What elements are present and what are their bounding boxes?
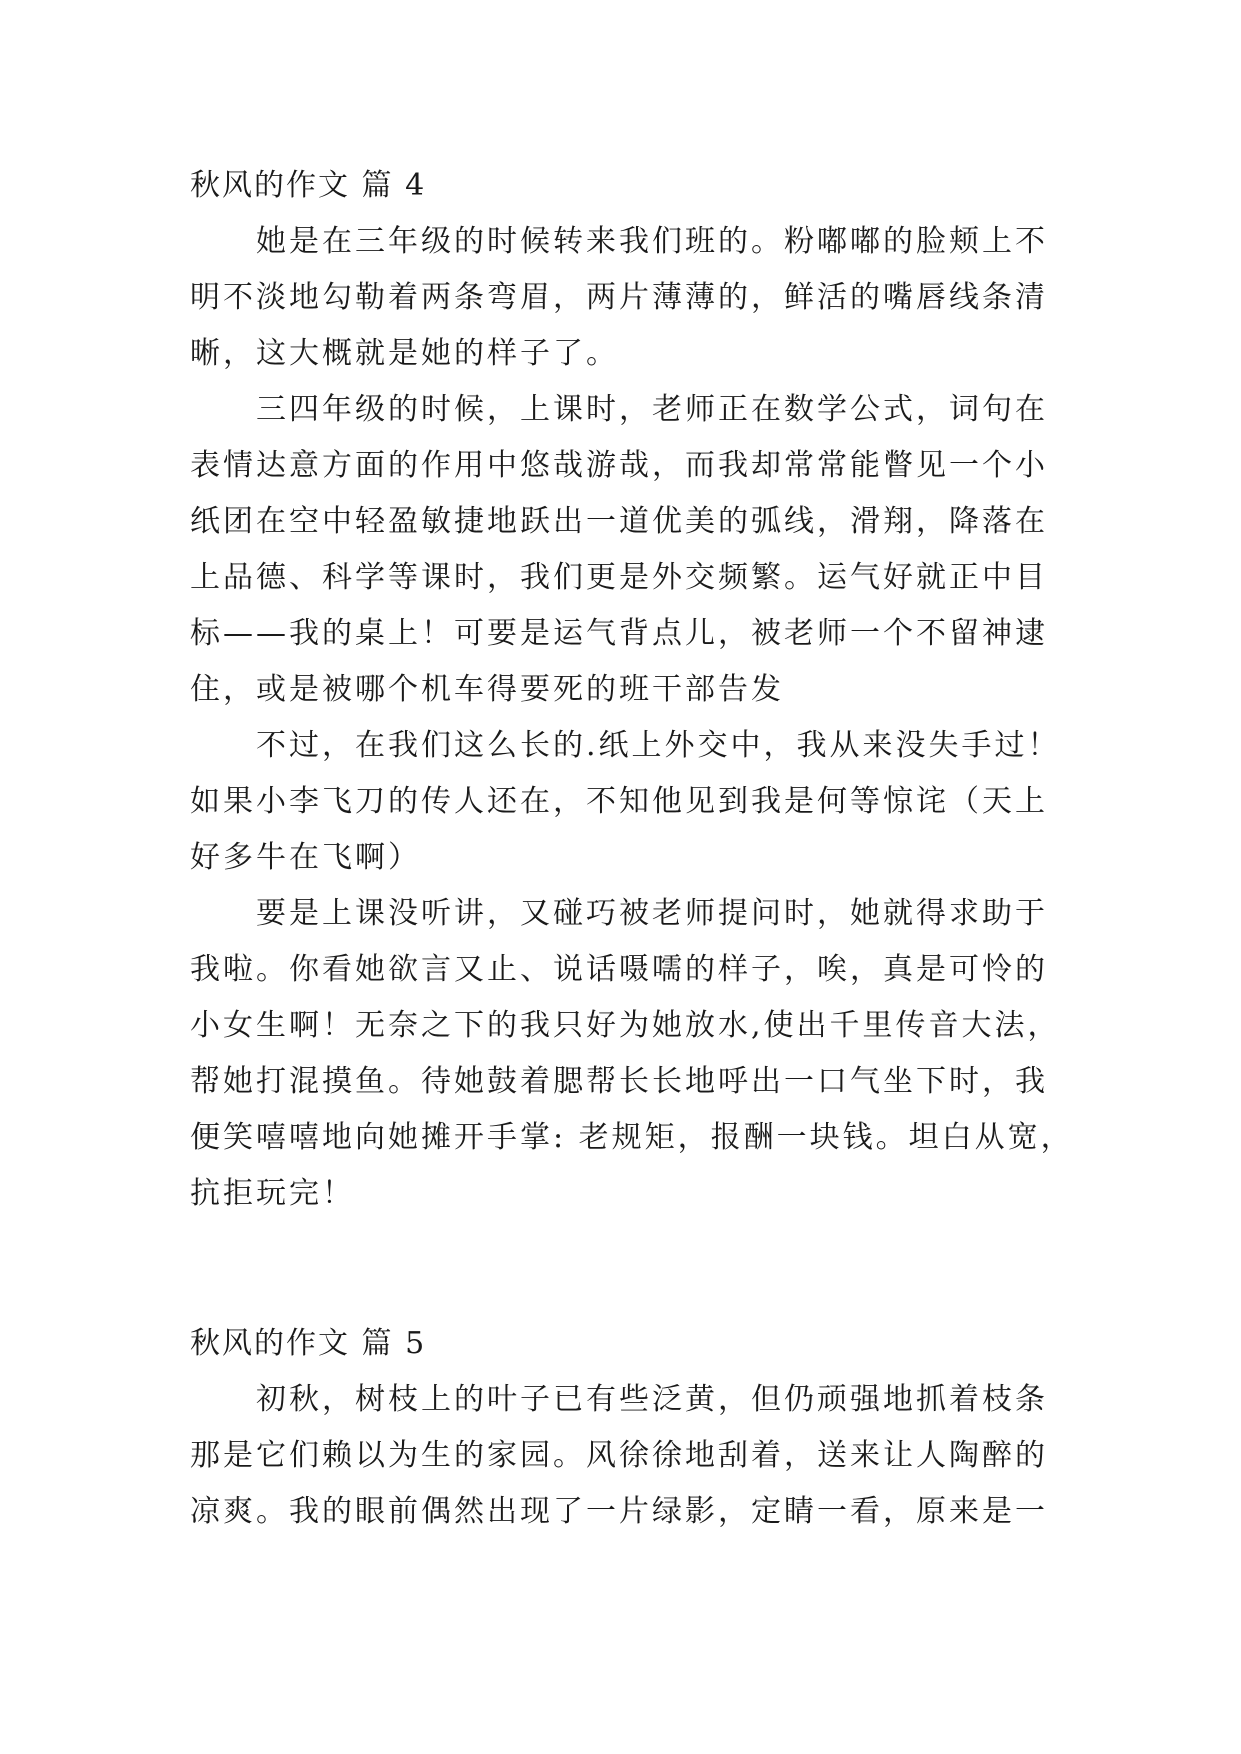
paragraph-line: 我啦。你看她欲言又止、说话嗫嚅的样子，唉，真是可怜的 bbox=[190, 952, 1048, 987]
paragraph-line: 要是上课没听讲，又碰巧被老师提问时，她就得求助于 bbox=[256, 896, 1048, 931]
paragraph-line: 抗拒玩完！ bbox=[190, 1176, 355, 1211]
paragraph-line: 那是它们赖以为生的家园。风徐徐地刮着，送来让人陶醉的 bbox=[190, 1438, 1048, 1473]
paragraph-line: 初秋，树枝上的叶子已有些泛黄，但仍顽强地抓着枝条 bbox=[256, 1382, 1048, 1417]
paragraph-line: 她是在三年级的时候转来我们班的。粉嘟嘟的脸颊上不 bbox=[256, 224, 1048, 259]
paragraph-line: 小女生啊！无奈之下的我只好为她放水,使出千里传音大法， bbox=[190, 1008, 1061, 1043]
paragraph-line: 晰，这大概就是她的样子了。 bbox=[190, 336, 619, 371]
paragraph-line: 不过，在我们这么长的.纸上外交中，我从来没失手过！ bbox=[256, 728, 1061, 763]
paragraph-line: 帮她打混摸鱼。待她鼓着腮帮长长地呼出一口气坐下时，我 bbox=[190, 1064, 1048, 1099]
paragraph-line: 纸团在空中轻盈敏捷地跃出一道优美的弧线，滑翔，降落在 bbox=[190, 504, 1048, 539]
paragraph-line: 三四年级的时候，上课时，老师正在数学公式，词句在 bbox=[256, 392, 1048, 427]
section-heading: 秋风的作文 篇 5 bbox=[190, 1326, 427, 1361]
paragraph-line: 如果小李飞刀的传人还在，不知他见到我是何等惊诧（天上 bbox=[190, 784, 1048, 819]
paragraph-line: 好多牛在飞啊） bbox=[190, 840, 421, 875]
paragraph-line: 住，或是被哪个机车得要死的班干部告发 bbox=[190, 672, 784, 707]
paragraph-line: 便笑嘻嘻地向她摊开手掌: 老规矩，报酬一块钱。坦白从宽， bbox=[190, 1120, 1074, 1155]
paragraph-line: 标——我的桌上！可要是运气背点儿，被老师一个不留神逮 bbox=[190, 616, 1048, 651]
paragraph-line: 明不淡地勾勒着两条弯眉，两片薄薄的，鲜活的嘴唇线条清 bbox=[190, 280, 1048, 315]
section-heading: 秋风的作文 篇 4 bbox=[190, 168, 427, 203]
paragraph-line: 表情达意方面的作用中悠哉游哉，而我却常常能瞥见一个小 bbox=[190, 448, 1048, 483]
paragraph-line: 上品德、科学等课时，我们更是外交频繁。运气好就正中目 bbox=[190, 560, 1048, 595]
paragraph-line: 凉爽。我的眼前偶然出现了一片绿影，定睛一看，原来是一 bbox=[190, 1494, 1048, 1529]
